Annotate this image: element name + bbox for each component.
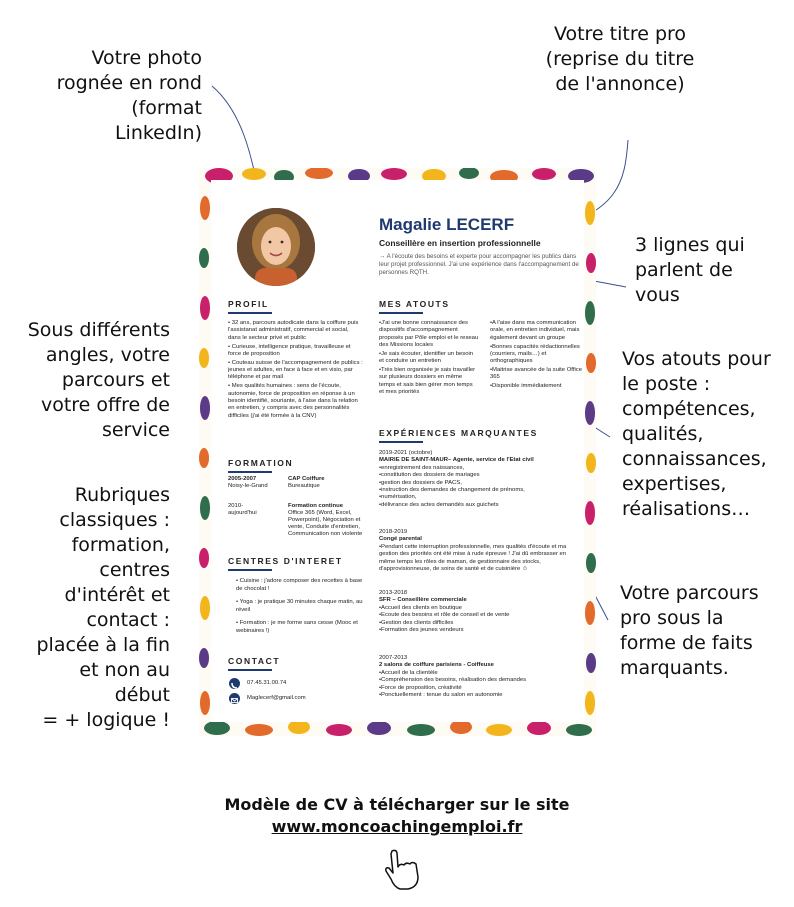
formation-heading: FORMATION xyxy=(228,458,294,468)
profil-item: • Mes qualités humaines : sens de l'écoute, autonomie, force de proposition en réponse à un besoin identifié, souriante, à l'aise dans la relation en entretien, y compris avec des personnalités difficiles (j'ai été formée à la CNV) xyxy=(228,383,358,419)
atouts-heading: MES ATOUTS xyxy=(379,299,450,309)
formation-entry xyxy=(288,476,368,490)
formation-dates xyxy=(228,476,278,490)
mail-icon xyxy=(229,693,240,704)
formation-date: 2005-2007 xyxy=(228,476,257,482)
experience-item: •Ponctuellement : tenue du salon en autonomie xyxy=(379,692,503,699)
candidate-name: Magalie LECERF xyxy=(379,215,515,234)
experience-employer: SFR – Conseillère commerciale xyxy=(379,597,467,604)
experience-item: •instruction des demandes de changement de prénoms, xyxy=(379,487,525,494)
portrait-illustration xyxy=(237,208,315,286)
cv-document xyxy=(199,168,596,736)
job-title: Conseillère en insertion professionnelle xyxy=(379,238,541,248)
atouts-left-list xyxy=(379,320,479,398)
contact-heading: CONTACT xyxy=(228,656,281,666)
atout-item: •Je sais écouter, identifier un besoin et conduire un entretien xyxy=(379,350,474,365)
atout-item: •J'ai une bonne connaissance des dispositifs d'accompagnement proposés par Pôle emploi et le reseau des Missions locales xyxy=(379,320,479,349)
phone-number: 07.45.31.00.74 xyxy=(247,680,287,686)
formation-place: aujourd'hui xyxy=(228,510,257,516)
experience-item: •Compréhension des besoins, réalisation des demandes xyxy=(379,677,527,684)
formation-detail: Office 365 (Word, Excel, Powerpoint), Négociation et vente, Conduite d'entretien, Communication non violente xyxy=(288,510,363,537)
experience-item: •Force de proposition, créativité xyxy=(379,684,462,691)
profil-item: • Curieuse, intelligence pratique, travailleuse et force de proposition xyxy=(228,343,351,357)
formation-dates xyxy=(228,503,278,517)
formation-place: Noisy-le-Grand xyxy=(228,483,268,489)
atout-item: •Maitrise avancée de la suite Office 365 xyxy=(490,367,582,381)
experience-item: •Ecoute des besoins et rôle de conseil et de vente xyxy=(379,612,510,619)
experience-dates: 2013-2018 xyxy=(379,590,408,596)
experience-dates: 2018-2019 xyxy=(379,529,408,535)
experience-item: •Accueil de la clientèle xyxy=(379,669,438,676)
annotation-rubriques: Rubriques classiques : formation, centres d'intérêt et contact : placée à la fin et non au début = + logique ! xyxy=(36,484,170,731)
experience-item: •Gestion des clients difficiles xyxy=(379,619,454,626)
annotation-lines: 3 lignes qui parlent de vous xyxy=(635,234,745,306)
experience-entry xyxy=(379,590,579,634)
experience-item: •Formation des jeunes vendeurs xyxy=(379,627,464,634)
intro-summary: → A l'écoute des besoins et experte pour accompagner les publics dans leur projet professionnel. J'ai une expérience dans l'accompagnement de personnes RQTH. xyxy=(379,253,579,276)
experience-employer: MAIRIE DE SAINT-MAUR– Agente, service de l'Etat civil xyxy=(379,457,534,464)
interets-heading: CENTRES D'INTERET xyxy=(228,556,343,566)
profil-item: • Couteau suisse de l'accompagnement de publics : jeunes et adultes, en face à face et en visio, par téléphone et par mail xyxy=(228,359,363,381)
atout-item: •Bonnes capacités rédactionnelles (courriers, mails…) et orthographiques xyxy=(490,343,580,365)
annotation-assets: Vos atouts pour le poste : compétences, qualités, connaissances, expertises, réalisations… xyxy=(622,348,771,520)
experience-item: •délivrance des actes demandés aux guichets xyxy=(379,501,499,508)
experience-item: •numérisation, xyxy=(379,494,417,501)
download-caption: Modèle de CV à télécharger sur le site xyxy=(224,795,570,814)
interets-list xyxy=(236,577,364,636)
atout-item: •Très bien organisée je sais travailler sur plusieurs dossiers en même temps et sais bien gérer mon temps et mes priorités xyxy=(379,367,476,396)
website-link[interactable]: www.moncoachingemploi.fr xyxy=(271,817,523,836)
experiences-heading: EXPÉRIENCES MARQUANTES xyxy=(379,428,538,438)
experience-item: •enregistrement des naissances, xyxy=(379,464,465,471)
experience-employer: 2 salons de coiffure parisiens - Coiffeuse xyxy=(379,662,494,669)
experience-dates: 2019-2021 (octobre) xyxy=(379,450,433,456)
experience-entry xyxy=(379,529,579,573)
experience-dates: 2007-2013 xyxy=(379,655,408,661)
atouts-right-list xyxy=(490,320,582,392)
email-address: Maglecerf@gmail.com xyxy=(247,695,306,701)
annotation-title: Votre titre pro (reprise du titre de l'annonce) xyxy=(545,23,695,95)
formation-detail: Bureautique xyxy=(288,483,320,489)
phone-icon xyxy=(229,678,240,689)
formation-title: Formation continue xyxy=(288,503,343,509)
experience-entry xyxy=(379,655,579,699)
profil-item: • 32 ans, parcours autodicate dans la coiffure puis l'assistanat administratif, commercial et social, dans le secteur privé et public xyxy=(228,320,359,341)
experience-entry xyxy=(379,450,579,509)
atout-item: •A l'aise dans ma communication orale, en entretien individuel, mais également devant un groupe xyxy=(490,320,580,341)
experience-item: •gestion des dossiers de PACS, xyxy=(379,479,462,486)
formation-entry xyxy=(288,503,370,538)
formation-date: 2010- xyxy=(228,503,244,509)
pointing-hand-icon xyxy=(378,845,426,893)
profil-heading: PROFIL xyxy=(228,299,269,309)
formation-title: CAP Coiffure xyxy=(288,476,325,482)
cv-page xyxy=(211,180,584,722)
experience-item: •constitution des dossiers de mariages xyxy=(379,472,480,479)
profil-list xyxy=(228,320,363,421)
annotation-parcours: Votre parcours pro sous la forme de faits marquants. xyxy=(620,582,759,679)
annotation-photo: Votre photo rognée en rond (format LinkedIn) xyxy=(56,47,202,144)
annotation-angles: Sous différents angles, votre parcours et votre offre de service xyxy=(27,319,170,441)
experience-item: •Pendant cette interruption professionnelle, mes qualités d'écoute et ma gestion des priorités ont été mise à rude épreuve ! J'ai dû embrasser en même temps les rôles de maman, de gestionnaire des stocks, d'approvisionneuse, de soins de santé et de cuisinière ☺ xyxy=(379,543,567,573)
experience-employer: Congé parental xyxy=(379,536,422,543)
interet-item: • Cuisine : j'adore composer des recettes à base de chocolat ! xyxy=(236,578,363,592)
experience-item: •Accueil des clients en boutique xyxy=(379,604,462,611)
interet-item: • Formation : je me forme sans cesse (Mooc et webinaires !) xyxy=(236,620,358,634)
atout-item: •Disponible immédiatement xyxy=(490,383,562,390)
profile-photo xyxy=(237,208,315,286)
interet-item: • Yoga : je pratique 30 minutes chaque matin, au réveil xyxy=(236,599,363,613)
